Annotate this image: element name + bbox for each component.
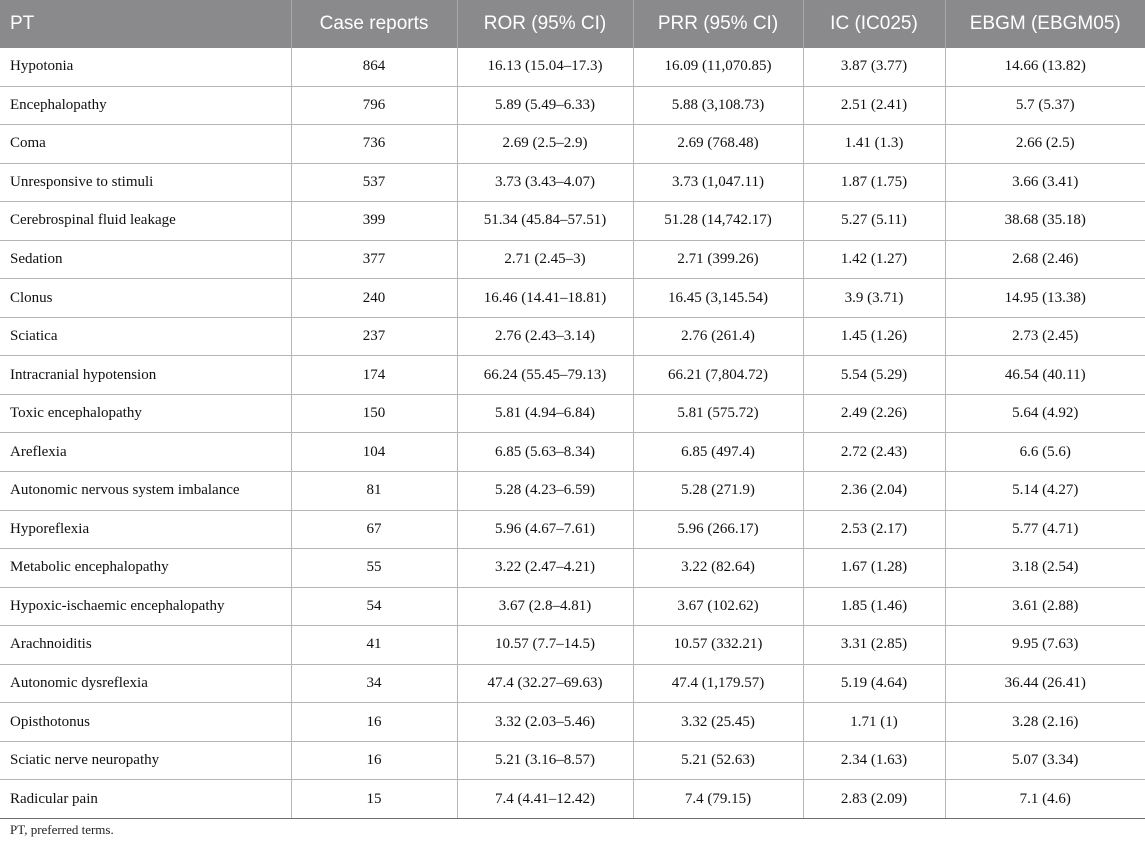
table-row xyxy=(0,317,1145,356)
ror-cell: 7.4 (4.41–12.42) xyxy=(457,780,633,819)
pt-cell: Autonomic nervous system imbalance xyxy=(0,472,291,511)
pt-cell: Radicular pain xyxy=(0,780,291,819)
ror-cell: 3.22 (2.47–4.21) xyxy=(457,549,633,588)
ror-cell: 5.81 (4.94–6.84) xyxy=(457,394,633,433)
table-row xyxy=(0,202,1145,241)
case-reports-cell: 174 xyxy=(291,356,457,395)
ror-cell: 3.67 (2.8–4.81) xyxy=(457,587,633,626)
ic-cell: 2.83 (2.09) xyxy=(803,780,945,819)
table-header xyxy=(0,0,1145,48)
prr-cell: 66.21 (7,804.72) xyxy=(633,356,803,395)
prr-cell: 3.67 (102.62) xyxy=(633,587,803,626)
ebgm-cell: 3.18 (2.54) xyxy=(945,549,1145,588)
pt-cell: Hyporeflexia xyxy=(0,510,291,549)
ebgm-cell: 3.66 (3.41) xyxy=(945,163,1145,202)
prr-cell: 3.73 (1,047.11) xyxy=(633,163,803,202)
table-row xyxy=(0,86,1145,125)
table-row xyxy=(0,549,1145,588)
ic-cell: 5.19 (4.64) xyxy=(803,664,945,703)
ic-cell: 3.87 (3.77) xyxy=(803,48,945,86)
table-row xyxy=(0,780,1145,819)
header-prr: PRR (95% CI) xyxy=(633,0,803,48)
ror-cell: 16.46 (14.41–18.81) xyxy=(457,279,633,318)
ror-cell: 5.21 (3.16–8.57) xyxy=(457,741,633,780)
pt-cell: Unresponsive to stimuli xyxy=(0,163,291,202)
ror-cell: 5.89 (5.49–6.33) xyxy=(457,86,633,125)
ic-cell: 1.71 (1) xyxy=(803,703,945,742)
ebgm-cell: 14.95 (13.38) xyxy=(945,279,1145,318)
pt-cell: Hypotonia xyxy=(0,48,291,86)
ic-cell: 1.42 (1.27) xyxy=(803,240,945,279)
header-pt: PT xyxy=(0,0,291,48)
pt-cell: Autonomic dysreflexia xyxy=(0,664,291,703)
ic-cell: 5.27 (5.11) xyxy=(803,202,945,241)
case-reports-cell: 16 xyxy=(291,741,457,780)
pt-cell: Clonus xyxy=(0,279,291,318)
ebgm-cell: 5.77 (4.71) xyxy=(945,510,1145,549)
ror-cell: 66.24 (55.45–79.13) xyxy=(457,356,633,395)
prr-cell: 5.96 (266.17) xyxy=(633,510,803,549)
ic-cell: 3.31 (2.85) xyxy=(803,626,945,665)
ror-cell: 5.96 (4.67–7.61) xyxy=(457,510,633,549)
ic-cell: 1.67 (1.28) xyxy=(803,549,945,588)
ror-cell: 10.57 (7.7–14.5) xyxy=(457,626,633,665)
ebgm-cell: 2.66 (2.5) xyxy=(945,125,1145,164)
ic-cell: 1.85 (1.46) xyxy=(803,587,945,626)
case-reports-cell: 399 xyxy=(291,202,457,241)
table-row xyxy=(0,703,1145,742)
ic-cell: 2.34 (1.63) xyxy=(803,741,945,780)
ebgm-cell: 36.44 (26.41) xyxy=(945,664,1145,703)
case-reports-cell: 67 xyxy=(291,510,457,549)
ic-cell: 2.51 (2.41) xyxy=(803,86,945,125)
ebgm-cell: 3.28 (2.16) xyxy=(945,703,1145,742)
prr-cell: 5.81 (575.72) xyxy=(633,394,803,433)
prr-cell: 3.32 (25.45) xyxy=(633,703,803,742)
case-reports-cell: 55 xyxy=(291,549,457,588)
ebgm-cell: 6.6 (5.6) xyxy=(945,433,1145,472)
case-reports-cell: 240 xyxy=(291,279,457,318)
ic-cell: 2.53 (2.17) xyxy=(803,510,945,549)
ebgm-cell: 38.68 (35.18) xyxy=(945,202,1145,241)
header-row xyxy=(0,0,1145,48)
pt-cell: Intracranial hypotension xyxy=(0,356,291,395)
case-reports-cell: 54 xyxy=(291,587,457,626)
prr-cell: 2.69 (768.48) xyxy=(633,125,803,164)
ror-cell: 3.73 (3.43–4.07) xyxy=(457,163,633,202)
ror-cell: 3.32 (2.03–5.46) xyxy=(457,703,633,742)
table-body xyxy=(0,48,1145,818)
ror-cell: 16.13 (15.04–17.3) xyxy=(457,48,633,86)
pt-cell: Opisthotonus xyxy=(0,703,291,742)
prr-cell: 10.57 (332.21) xyxy=(633,626,803,665)
ic-cell: 1.41 (1.3) xyxy=(803,125,945,164)
table-row xyxy=(0,356,1145,395)
case-reports-cell: 736 xyxy=(291,125,457,164)
ic-cell: 2.36 (2.04) xyxy=(803,472,945,511)
table-row xyxy=(0,510,1145,549)
prr-cell: 51.28 (14,742.17) xyxy=(633,202,803,241)
pt-cell: Sciatic nerve neuropathy xyxy=(0,741,291,780)
table-row xyxy=(0,48,1145,86)
case-reports-cell: 15 xyxy=(291,780,457,819)
prr-cell: 2.71 (399.26) xyxy=(633,240,803,279)
case-reports-cell: 34 xyxy=(291,664,457,703)
ebgm-cell: 46.54 (40.11) xyxy=(945,356,1145,395)
ic-cell: 2.49 (2.26) xyxy=(803,394,945,433)
case-reports-cell: 104 xyxy=(291,433,457,472)
pt-cell: Sciatica xyxy=(0,317,291,356)
prr-cell: 5.28 (271.9) xyxy=(633,472,803,511)
prr-cell: 6.85 (497.4) xyxy=(633,433,803,472)
header-ebgm: EBGM (EBGM05) xyxy=(945,0,1145,48)
pt-cell: Sedation xyxy=(0,240,291,279)
prr-cell: 3.22 (82.64) xyxy=(633,549,803,588)
table-row xyxy=(0,279,1145,318)
ror-cell: 47.4 (32.27–69.63) xyxy=(457,664,633,703)
ebgm-cell: 7.1 (4.6) xyxy=(945,780,1145,819)
case-reports-cell: 16 xyxy=(291,703,457,742)
ebgm-cell: 2.73 (2.45) xyxy=(945,317,1145,356)
ror-cell: 6.85 (5.63–8.34) xyxy=(457,433,633,472)
ebgm-cell: 5.07 (3.34) xyxy=(945,741,1145,780)
prr-cell: 16.45 (3,145.54) xyxy=(633,279,803,318)
table-row xyxy=(0,394,1145,433)
case-reports-cell: 41 xyxy=(291,626,457,665)
table-row xyxy=(0,626,1145,665)
ror-cell: 2.69 (2.5–2.9) xyxy=(457,125,633,164)
table-row xyxy=(0,125,1145,164)
case-reports-cell: 237 xyxy=(291,317,457,356)
case-reports-cell: 377 xyxy=(291,240,457,279)
header-ic: IC (IC025) xyxy=(803,0,945,48)
ebgm-cell: 2.68 (2.46) xyxy=(945,240,1145,279)
ror-cell: 2.76 (2.43–3.14) xyxy=(457,317,633,356)
table-footnote: PT, preferred terms. xyxy=(10,822,114,837)
pt-cell: Cerebrospinal fluid leakage xyxy=(0,202,291,241)
pt-cell: Metabolic encephalopathy xyxy=(0,549,291,588)
prr-cell: 5.21 (52.63) xyxy=(633,741,803,780)
prr-cell: 5.88 (3,108.73) xyxy=(633,86,803,125)
table-row xyxy=(0,664,1145,703)
pt-cell: Coma xyxy=(0,125,291,164)
case-reports-cell: 150 xyxy=(291,394,457,433)
prr-cell: 2.76 (261.4) xyxy=(633,317,803,356)
prr-cell: 47.4 (1,179.57) xyxy=(633,664,803,703)
ic-cell: 1.87 (1.75) xyxy=(803,163,945,202)
header-ror: ROR (95% CI) xyxy=(457,0,633,48)
ror-cell: 5.28 (4.23–6.59) xyxy=(457,472,633,511)
prr-cell: 7.4 (79.15) xyxy=(633,780,803,819)
table-row xyxy=(0,163,1145,202)
pt-cell: Hypoxic-ischaemic encephalopathy xyxy=(0,587,291,626)
case-reports-cell: 537 xyxy=(291,163,457,202)
ebgm-cell: 5.14 (4.27) xyxy=(945,472,1145,511)
table-row xyxy=(0,433,1145,472)
ic-cell: 3.9 (3.71) xyxy=(803,279,945,318)
table-row xyxy=(0,741,1145,780)
ebgm-cell: 14.66 (13.82) xyxy=(945,48,1145,86)
case-reports-cell: 864 xyxy=(291,48,457,86)
ebgm-cell: 3.61 (2.88) xyxy=(945,587,1145,626)
pt-cell: Areflexia xyxy=(0,433,291,472)
prr-cell: 16.09 (11,070.85) xyxy=(633,48,803,86)
table-row xyxy=(0,587,1145,626)
ic-cell: 2.72 (2.43) xyxy=(803,433,945,472)
ebgm-cell: 9.95 (7.63) xyxy=(945,626,1145,665)
case-reports-cell: 81 xyxy=(291,472,457,511)
header-case-reports: Case reports xyxy=(291,0,457,48)
pt-cell: Arachnoiditis xyxy=(0,626,291,665)
pt-cell: Toxic encephalopathy xyxy=(0,394,291,433)
ic-cell: 1.45 (1.26) xyxy=(803,317,945,356)
ebgm-cell: 5.7 (5.37) xyxy=(945,86,1145,125)
table-row xyxy=(0,240,1145,279)
ebgm-cell: 5.64 (4.92) xyxy=(945,394,1145,433)
ror-cell: 51.34 (45.84–57.51) xyxy=(457,202,633,241)
pt-cell: Encephalopathy xyxy=(0,86,291,125)
case-reports-cell: 796 xyxy=(291,86,457,125)
table-row xyxy=(0,472,1145,511)
ror-cell: 2.71 (2.45–3) xyxy=(457,240,633,279)
ic-cell: 5.54 (5.29) xyxy=(803,356,945,395)
